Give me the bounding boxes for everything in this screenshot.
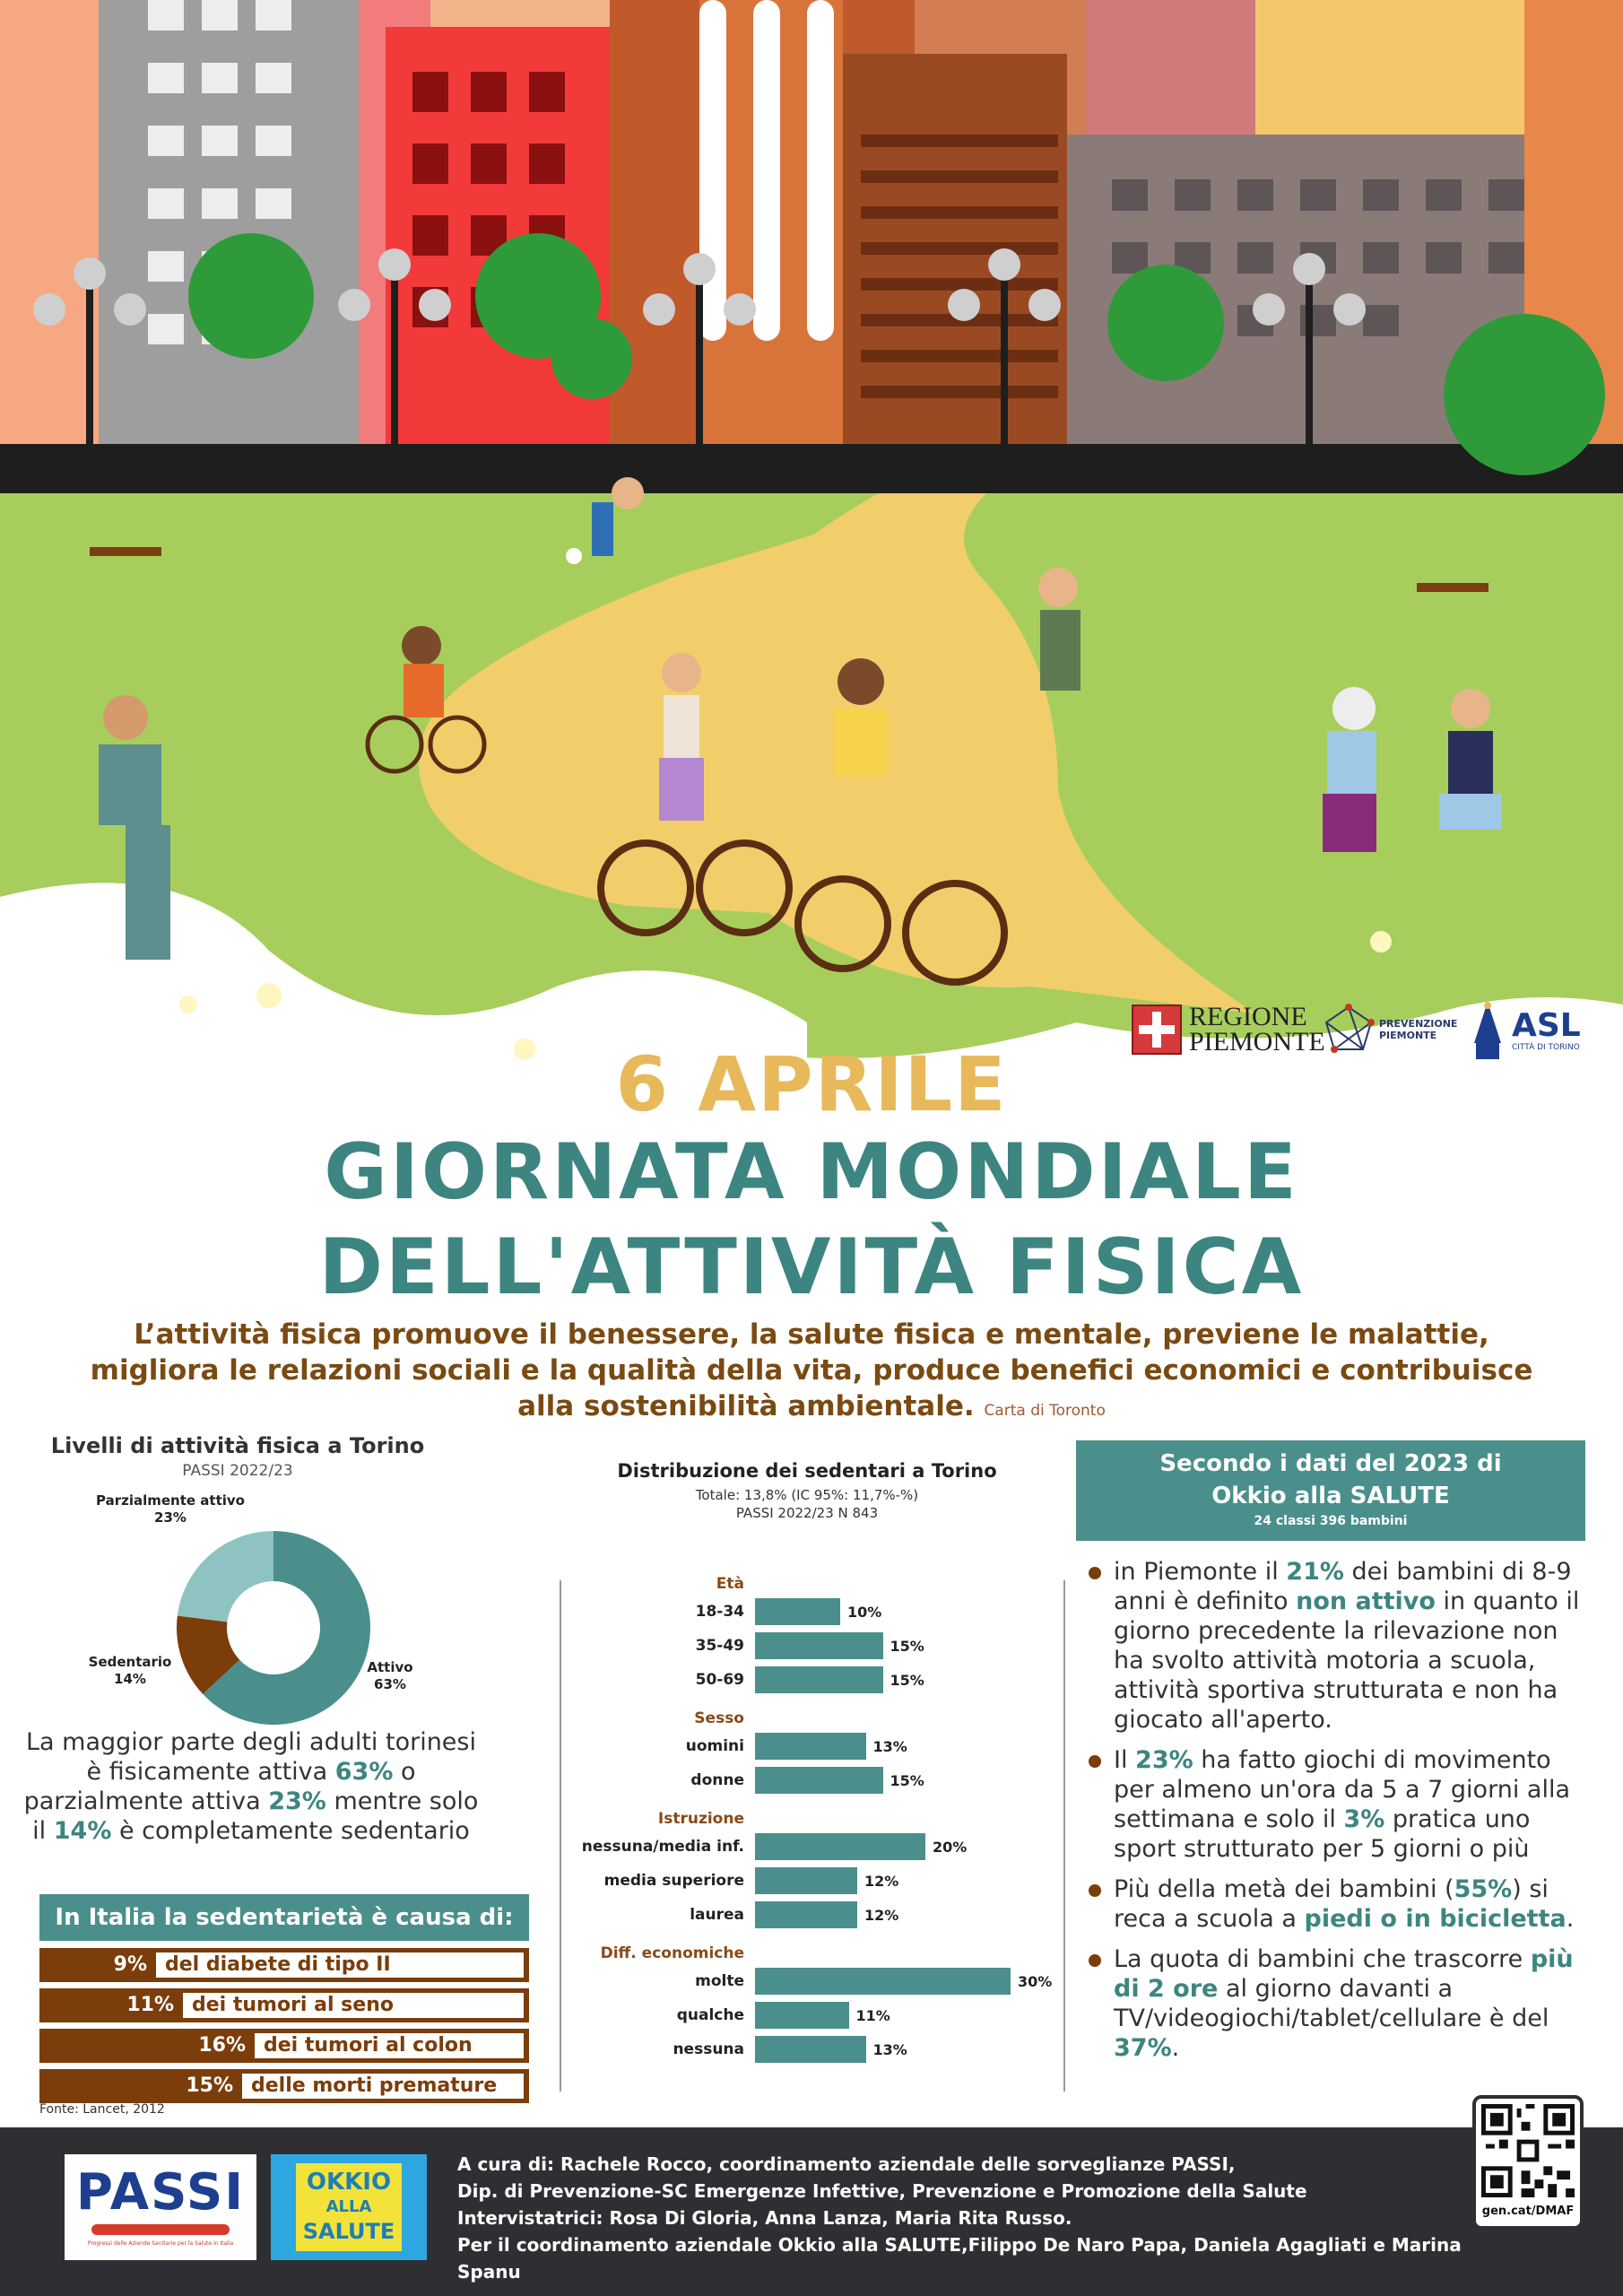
bar <box>755 1867 857 1894</box>
okkio-finding-3 <box>1089 1874 1595 1934</box>
passi-logo <box>65 2154 256 2260</box>
okkio-subtitle: 24 classi 396 bambini <box>1254 1514 1408 1528</box>
bar-category-label: uomini <box>685 1737 744 1755</box>
page-title-line-2: DELL'ATTIVITÀ FISICA <box>318 1222 1305 1312</box>
finding-4-text-1: La quota di bambini che trascorre <box>1114 1945 1531 1973</box>
bar-value-label: 13% <box>872 1738 907 1755</box>
finding-2-text-1: Il <box>1114 1746 1136 1774</box>
cause-percent: 11% <box>126 1994 174 2016</box>
bar <box>755 1632 883 1659</box>
okkio-finding-4 <box>1089 1944 1595 2063</box>
bar <box>755 1666 883 1693</box>
finding-4-value-1: più di 2 ore <box>1114 1945 1574 2003</box>
bar-value-label: 13% <box>872 2041 907 2058</box>
finding-3-text-3: . <box>1566 1905 1575 1933</box>
finding-2-text-2: ha fatto giochi di movimento per almeno un'ora da 5 a 7 giorni alla settimana e solo il <box>1114 1746 1570 1833</box>
bar <box>755 1598 840 1625</box>
finding-4-text-3: . <box>1171 2034 1180 2062</box>
cause-label: dei tumori al seno <box>181 1991 525 2020</box>
column-divider-left <box>560 1580 561 2092</box>
prevenzione-text-2: PIEMONTE <box>1379 1030 1437 1041</box>
donut-label-parziale <box>90 1492 251 1526</box>
donut-label-sedentario <box>81 1654 179 1688</box>
credit-line-3: Intervistatrici: Rosa Di Gloria, Anna Lanza, Maria Rita Russo. <box>457 2207 1072 2229</box>
finding-2-value-2: 3% <box>1343 1805 1385 1833</box>
summary-text-1: La maggior parte degli adulti torinesi è fisicamente attiva <box>25 1728 476 1786</box>
bar-category-label: 50-69 <box>695 1671 744 1689</box>
cause-percent: 15% <box>186 2074 233 2097</box>
bullet-dot <box>1089 1884 1101 1897</box>
donut-label-parziale-pct: 23% <box>154 1509 187 1526</box>
passi-logo-text: PASSI <box>75 2163 246 2222</box>
finding-1-text-1: in Piemonte il <box>1114 1558 1287 1586</box>
cause-row <box>39 2029 529 2063</box>
finding-3-value-2: piedi o in bicicletta <box>1304 1905 1567 1933</box>
qr-caption: gen.cat/DMAF <box>1481 2205 1575 2218</box>
bar-category-label: nessuna <box>673 2040 744 2058</box>
activity-levels-title: Livelli di attività fisica a Torino <box>50 1433 425 1458</box>
bar-group-label: Istruzione <box>657 1810 744 1828</box>
cause-row <box>39 1988 529 2022</box>
asl-subtext: CITTÀ DI TORINO <box>1512 1043 1580 1052</box>
asl-text: ASL <box>1512 1007 1581 1044</box>
bar-value-label: 15% <box>890 1638 924 1655</box>
bar <box>755 1968 1011 1995</box>
okkio-finding-1 <box>1089 1557 1595 1735</box>
okkio-finding-2 <box>1089 1745 1595 1864</box>
bar-category-label: molte <box>695 1972 744 1990</box>
bar-group-label: Diff. economiche <box>600 1944 744 1962</box>
bar-category-label: donne <box>690 1771 744 1789</box>
regione-text-2: PIEMONTE <box>1189 1027 1325 1057</box>
summary-text-4: è completamente sedentario <box>111 1817 470 1845</box>
summary-value-parziali: 23% <box>268 1787 326 1815</box>
finding-4-value-2: 37% <box>1114 2034 1172 2062</box>
bar-value-label: 12% <box>864 1907 899 1924</box>
cause-percent: 9% <box>113 1953 147 1976</box>
sedentary-chart-subtitle-2: PASSI 2022/23 N 843 <box>735 1505 879 1521</box>
column-divider-right <box>1063 1580 1065 2092</box>
bar-value-label: 12% <box>864 1873 899 1890</box>
passi-tagline: Progressi delle Aziende Sanitarie per la Salute in Italia <box>87 2240 234 2247</box>
bar-category-label: 35-49 <box>695 1637 744 1655</box>
bar-group-label: Sesso <box>694 1709 744 1727</box>
cause-label: dei tumori al colon <box>253 2031 525 2060</box>
bar-category-label: qualche <box>676 2006 744 2024</box>
okkio-title-1: Secondo i dati del 2023 di <box>1159 1450 1502 1477</box>
regione-text-1: REGIONE <box>1189 1002 1307 1031</box>
donut-label-sedentario-pct: 14% <box>114 1671 146 1687</box>
bar <box>755 1733 866 1760</box>
credit-line-4: Per il coordinamento aziendale Okkio alla SALUTE,Filippo De Naro Papa, Daniela Agagliati e Marina Spanu <box>457 2234 1462 2283</box>
bar-group-label: Età <box>716 1575 744 1593</box>
bullet-dot <box>1089 1567 1101 1579</box>
bar <box>755 2036 866 2063</box>
intro-statement <box>72 1317 1551 1429</box>
bar-category-label: laurea <box>690 1906 744 1924</box>
bar-value-label: 15% <box>890 1772 924 1789</box>
page-title-line-1: GIORNATA MONDIALE <box>324 1127 1299 1217</box>
summary-value-attivi: 63% <box>334 1758 394 1786</box>
okkio-logo-text-1: OKKIO <box>306 2169 392 2196</box>
hero-illustration <box>0 0 1623 1076</box>
qr-code[interactable] <box>1472 2095 1584 2230</box>
qr-code-icon <box>1481 2104 1575 2197</box>
finding-2-text-3: pratica uno sport strutturato per 5 giorni o più <box>1114 1805 1531 1863</box>
activity-donut-chart <box>170 1525 377 1731</box>
cause-percent: 16% <box>198 2034 246 2057</box>
okkio-logo <box>271 2154 427 2260</box>
bar-category-label: nessuna/media inf. <box>581 1838 744 1856</box>
finding-2-value-1: 23% <box>1135 1746 1193 1774</box>
summary-text-2: o parzialmente attiva <box>23 1758 416 1815</box>
finding-1-value-2: non attivo <box>1296 1587 1436 1615</box>
sedentary-chart-title: Distribuzione dei sedentari a Torino <box>617 1460 997 1482</box>
finding-1-value-1: 21% <box>1286 1558 1344 1586</box>
summary-text-3: mentre solo il <box>32 1787 479 1845</box>
prevenzione-text-1: PREVENZIONE <box>1379 1018 1458 1030</box>
finding-1-text-3: in quanto il giorno precedente la rilevazione non ha svolto attività motoria a scuola, attività sportiva strutturata e non ha giocato all'aperto. <box>1114 1587 1580 1734</box>
causes-source: Fonte: Lancet, 2012 <box>39 2102 165 2117</box>
donut-label-attivo-name: Attivo <box>367 1659 413 1675</box>
summary-value-sedentari: 14% <box>53 1817 112 1845</box>
bar-category-label: 18-34 <box>695 1603 744 1621</box>
okkio-header <box>1076 1440 1585 1541</box>
event-date: 6 APRILE <box>615 1040 1008 1128</box>
cause-label: del diabete di tipo II <box>154 1951 525 1979</box>
okkio-findings <box>1089 1557 1595 2074</box>
credit-line-2: Dip. di Prevenzione-SC Emergenze Infettive, Prevenzione e Promozione della Salute <box>457 2180 1307 2202</box>
park-scene-illustration <box>0 0 1623 1076</box>
finding-1-text-2: dei bambini di 8-9 anni è definito <box>1114 1558 1572 1615</box>
okkio-logo-text-2: ALLA <box>325 2197 372 2216</box>
credit-line-1: A cura di: Rachele Rocco, coordinamento aziendale delle sorveglianze PASSI, <box>457 2153 1236 2175</box>
bar-value-label: 30% <box>1018 1973 1053 1990</box>
finding-3-value-1: 55% <box>1454 1875 1513 1903</box>
bar-category-label: media superiore <box>603 1872 744 1890</box>
cause-row <box>39 2069 529 2103</box>
causes-title: In Italia la sedentarietà è causa di: <box>39 1894 529 1941</box>
bar-value-label: 11% <box>855 2007 890 2024</box>
donut-label-parziale-name: Parzialmente attivo <box>96 1492 245 1509</box>
finding-3-text-2: ) si reca a scuola a <box>1114 1875 1549 1933</box>
okkio-logo-text-3: SALUTE <box>302 2219 395 2244</box>
activity-summary <box>18 1727 484 1846</box>
passi-peppers-icon <box>91 2224 230 2235</box>
footer-credits <box>457 2151 1462 2285</box>
donut-label-attivo-pct: 63% <box>374 1676 406 1692</box>
finding-3-text-1: Più della metà dei bambini ( <box>1114 1875 1454 1903</box>
finding-4-text-2: al giorno davanti a TV/videogiochi/tablet/cellulare è del <box>1114 1975 1549 2032</box>
bar <box>755 1901 857 1928</box>
cause-row <box>39 1948 529 1982</box>
intro-text: L’attività fisica promuove il benessere, la salute fisica e mentale, previene le malattie, migliora le relazioni sociali e la qualità della vita, produce benefici economici e contribuisce alla sostenibilità ambientale. <box>90 1318 1533 1422</box>
bar-value-label: 10% <box>847 1604 882 1621</box>
sedentary-chart-subtitle-1: Totale: 13,8% (IC 95%: 11,7%-%) <box>695 1487 919 1503</box>
donut-label-attivo <box>359 1659 421 1693</box>
bar <box>755 1767 883 1794</box>
intro-citation: Carta di Toronto <box>984 1402 1106 1420</box>
donut-label-sedentario-name: Sedentario <box>88 1654 172 1670</box>
okkio-title-2: Okkio alla SALUTE <box>1211 1483 1450 1509</box>
bullet-dot <box>1089 1954 1101 1967</box>
bar <box>755 1833 925 1860</box>
bullet-dot <box>1089 1755 1101 1768</box>
bar-value-label: 15% <box>890 1672 924 1689</box>
bar-value-label: 20% <box>933 1839 968 1856</box>
bar <box>755 2002 849 2029</box>
cause-label: delle morti premature <box>240 2072 525 2100</box>
activity-levels-subtitle: PASSI 2022/23 <box>182 1462 293 1480</box>
